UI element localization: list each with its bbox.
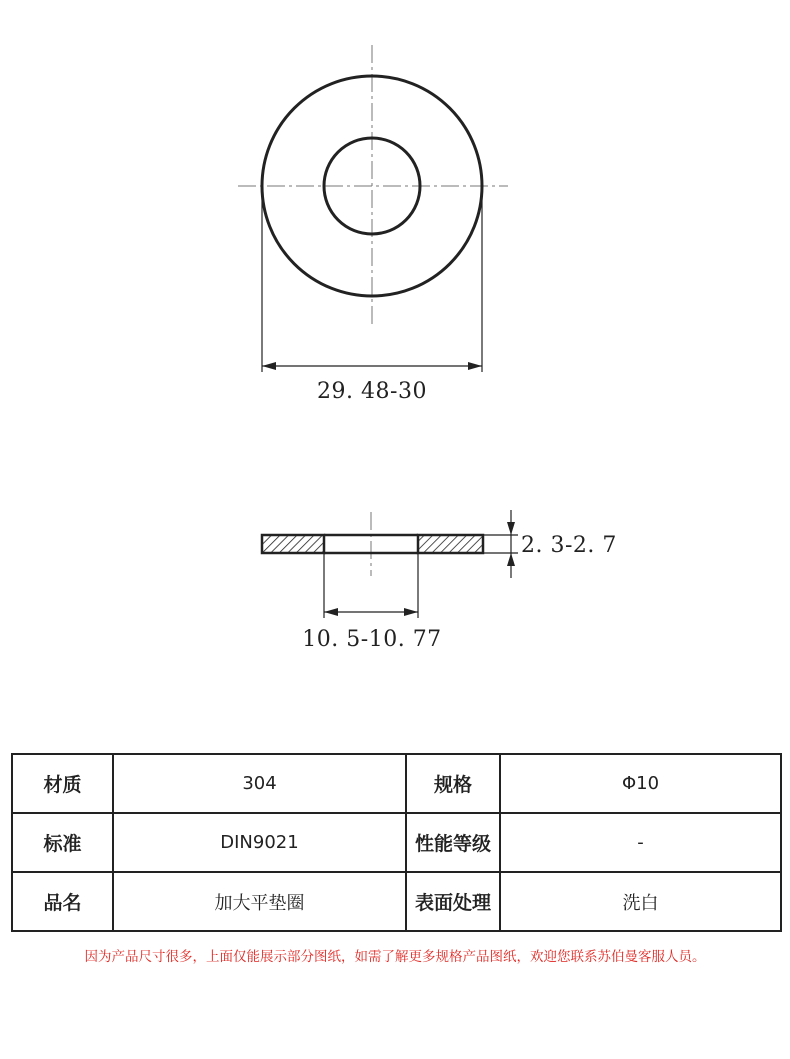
contact-note: 因为产品尺寸很多，上面仅能展示部分图纸，如需了解更多规格产品图纸，欢迎您联系苏伯曼客服人员。	[84, 949, 706, 965]
material-label: 材质	[12, 754, 113, 813]
product-name-value: 加大平垫圈	[113, 872, 406, 931]
spec-table	[11, 753, 782, 932]
inner-diameter-label: 10. 5-10. 77	[302, 627, 442, 652]
table-row	[12, 754, 781, 813]
table-row	[12, 872, 781, 931]
arrow-right	[468, 362, 482, 370]
inner-arrow-left	[324, 608, 338, 616]
performance-grade-value: -	[500, 813, 781, 872]
surface-treatment-label: 表面处理	[406, 872, 500, 931]
section-view	[262, 510, 617, 652]
thickness-arrow-bottom	[507, 553, 515, 566]
outer-diameter-label: 29. 48-30	[317, 379, 427, 404]
surface-treatment-value: 洗白	[500, 872, 781, 931]
standard-value: DIN9021	[113, 813, 406, 872]
top-view	[238, 45, 508, 404]
size-value: Φ10	[500, 754, 781, 813]
product-name-label: 品名	[12, 872, 113, 931]
table-row	[12, 813, 781, 872]
arrow-left	[262, 362, 276, 370]
inner-arrow-right	[404, 608, 418, 616]
material-value: 304	[113, 754, 406, 813]
size-label: 规格	[406, 754, 500, 813]
thickness-arrow-top	[507, 522, 515, 535]
thickness-label: 2. 3-2. 7	[521, 533, 617, 558]
performance-grade-label: 性能等级	[406, 813, 500, 872]
hatched-section-right	[418, 535, 483, 553]
standard-label: 标准	[12, 813, 113, 872]
hatched-section-left	[262, 535, 324, 553]
